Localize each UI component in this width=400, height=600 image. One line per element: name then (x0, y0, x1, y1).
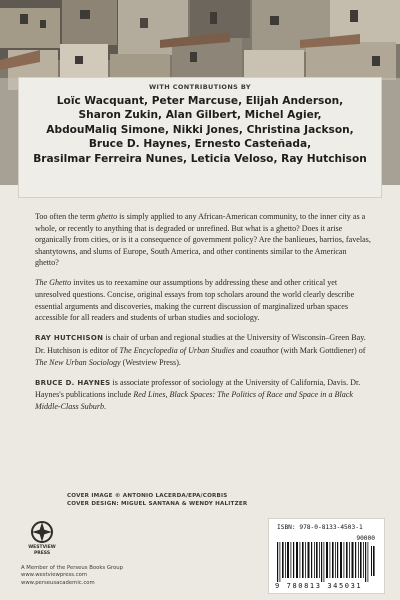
book-title-italic: The New Urban Sociology (35, 357, 121, 367)
text-span: invites us to reexamine our assumptions by addressing these and other critical yet unresolved questions. Concise, original essays from top scholars around the world clearly describe essential arguments and discoveries, making the current discussion of marginalized urban spaces accessible for all readers and students of urban studies and sociology. (35, 278, 355, 323)
text-span: (Westview Press). (120, 357, 181, 367)
publisher-url: www.westviewpress.com (21, 572, 88, 579)
contributors-list (19, 94, 381, 166)
book-title-italic: Red Lines, Black Spaces: The Politics of Race and Space in a Black Middle-Class Suburb (35, 390, 353, 411)
text-span: is chair of urban and regional studies at the University of Wisconsin–Green Bay. Dr. Hutchison is editor of (35, 333, 366, 355)
contributors-line: Bruce D. Haynes, Ernesto Casteñada, (88, 138, 312, 151)
text-span: is simply applied to any African-American community, to the inner city as a whole, or recently to anything that is degraded or unrefined. But what is a ghetto? Does it arise organically from cities, or is it a consequence of government policy? Are the banlieues, barrios, favelas, shantytowns, and slums of Europe, South America, and other continents similar to the American ghetto? (35, 212, 371, 268)
publisher-info (21, 565, 123, 587)
contributors-line: Brasilmar Ferreira Nunes, Leticia Veloso, Ray Hutchison (33, 152, 367, 165)
barcode-digits: 9 780813 345031 (275, 582, 363, 590)
author-name: BRUCE D. HAYNES (35, 378, 111, 387)
cover-credits (67, 492, 247, 508)
italic-term: ghetto (96, 212, 118, 221)
text-span: is associate professor of sociology at the University of California, Davis. Dr. Haynes's publications include (35, 377, 361, 400)
isbn-barcode-box (268, 518, 385, 594)
compass-logo-icon (26, 519, 58, 547)
press-name-line: PRESS (33, 550, 51, 556)
price-code: 90000 (356, 535, 375, 542)
cover-image-credit: COVER IMAGE © ANTONIO LACERDA/EPA/CORBIS (67, 493, 228, 499)
contributors-heading: WITH CONTRIBUTIONS BY (148, 83, 252, 91)
contributors-box (18, 77, 382, 198)
description-paragraph (35, 211, 371, 269)
text-span: Too often the term (35, 212, 97, 221)
text-span: and coauthor (with Mark Gottdiener) of (234, 345, 366, 355)
contributors-line: Sharon Zukin, Alan Gilbert, Michel Agier, (78, 109, 322, 122)
text-span: . (104, 401, 107, 411)
press-name (22, 545, 62, 556)
author-name: RAY HUTCHISON (35, 334, 104, 343)
book-title-italic: The Ghetto (35, 278, 72, 288)
barcode-bars (275, 532, 379, 582)
publisher-member: A Member of the Perseus Books Group (21, 565, 123, 571)
contributors-line: Loïc Wacquant, Peter Marcuse, Elijah Anderson, (56, 95, 344, 107)
book-title-italic: The Encyclopedia of Urban Studies (119, 345, 235, 355)
contributors-line: AbdouMaliq Simone, Nikki Jones, Christina Jackson, (46, 123, 354, 136)
cover-design-credit: COVER DESIGN: MIGUEL SANTANA & WENDY HALITZER (67, 501, 248, 508)
author-bio-hutchison (35, 332, 371, 368)
description-paragraph (35, 277, 371, 323)
description-text (35, 211, 371, 421)
publisher-url: www.perseusacademic.com (21, 579, 95, 586)
isbn-label: ISBN: 978-0-8133-4503-1 (277, 524, 363, 531)
author-bio-haynes (35, 377, 371, 413)
press-name-line: WESTVIEW (28, 545, 56, 550)
